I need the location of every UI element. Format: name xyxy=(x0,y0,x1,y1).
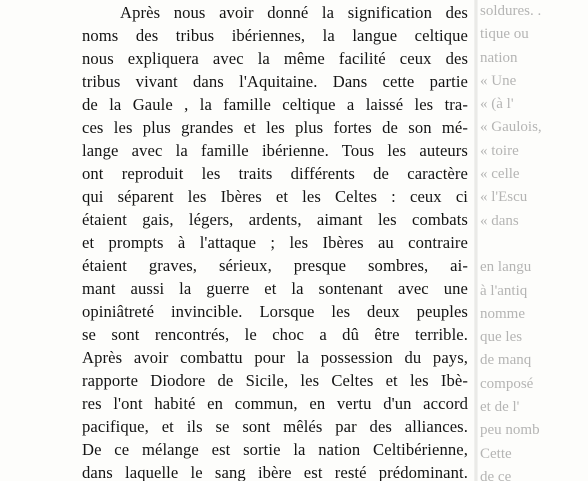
text-line: nous expliquera avec la même facilité ceux des xyxy=(82,49,468,68)
page-gutter xyxy=(474,0,478,481)
main-text-block xyxy=(82,1,468,481)
bleed-line: de ce xyxy=(480,468,512,481)
text-line: opiniâtreté invincible. Lorsque les deux peuples xyxy=(82,302,468,321)
bleed-line: « dans xyxy=(480,212,519,229)
text-line: Après nous avoir donné la signification des xyxy=(120,3,468,22)
text-line: se sont rencontrés, le choc a dû être terrible. xyxy=(82,325,468,344)
text-line: De ce mélange est sortie la nation Celtibérienne, xyxy=(82,440,468,459)
bleed-line: à l'antiq xyxy=(480,282,528,299)
text-line: Après avoir combattu pour la possession du pays, xyxy=(82,348,468,367)
text-line: pacifique, et ils se sont mêlés par des alliances. xyxy=(82,417,468,436)
text-line: et prompts à l'attaque ; les Ibères au contraire xyxy=(82,233,468,252)
text-line: lange avec la famille ibérienne. Tous les auteurs xyxy=(82,141,468,160)
text-line: qui séparent les Ibères et les Celtes : ceux ci xyxy=(82,187,468,206)
text-line: étaient graves, sérieux, presque sombres, ai- xyxy=(82,256,468,275)
text-line: noms des tribus ibériennes, la langue celtique xyxy=(82,26,468,45)
bleed-line: « l'Escu xyxy=(480,189,528,206)
bleed-line: « celle xyxy=(480,166,520,183)
text-line: de la Gaule , la famille celtique a laissé les tra- xyxy=(82,95,468,114)
bleed-line: « toire xyxy=(480,142,519,159)
bleed-line: « (à l' xyxy=(480,96,514,113)
text-line: tribus vivant dans l'Aquitaine. Dans cette partie xyxy=(82,72,468,91)
text-line: rapporte Diodore de Sicile, les Celtes et les Ibè- xyxy=(82,371,468,390)
bleed-line: Cette xyxy=(480,445,512,462)
bleed-line: que les xyxy=(480,329,523,346)
text-line: dans laquelle le sang ibère est resté prédominant. xyxy=(82,463,468,481)
text-line: mant aussi la guerre et la sontenant avec une xyxy=(82,279,468,298)
text-line: ces les plus grandes et les plus fortes de son mé- xyxy=(82,118,468,137)
bleed-line: soldures. . xyxy=(480,3,542,19)
bleed-line: tique ou xyxy=(480,26,529,43)
bleed-line: nomme xyxy=(480,305,525,322)
bleed-line: et de l' xyxy=(480,399,520,416)
text-line: res l'ont habité en commun, en vertu d'un accord xyxy=(82,394,468,413)
bleed-line: « Gaulois, xyxy=(480,119,542,136)
bleed-line: nation xyxy=(480,49,518,66)
bleed-line: en langu xyxy=(480,259,532,276)
bleed-line xyxy=(480,233,588,256)
text-line: étaient gais, légers, ardents, aimant les combats xyxy=(82,210,468,229)
bleed-line: de manq xyxy=(480,352,532,369)
bleed-through-text xyxy=(480,0,588,481)
bleed-line: peu nomb xyxy=(480,422,540,439)
bleed-line: composé xyxy=(480,375,534,392)
text-line: ont reproduit les traits différents de caractère xyxy=(82,164,468,183)
bleed-line: « Une xyxy=(480,72,517,89)
